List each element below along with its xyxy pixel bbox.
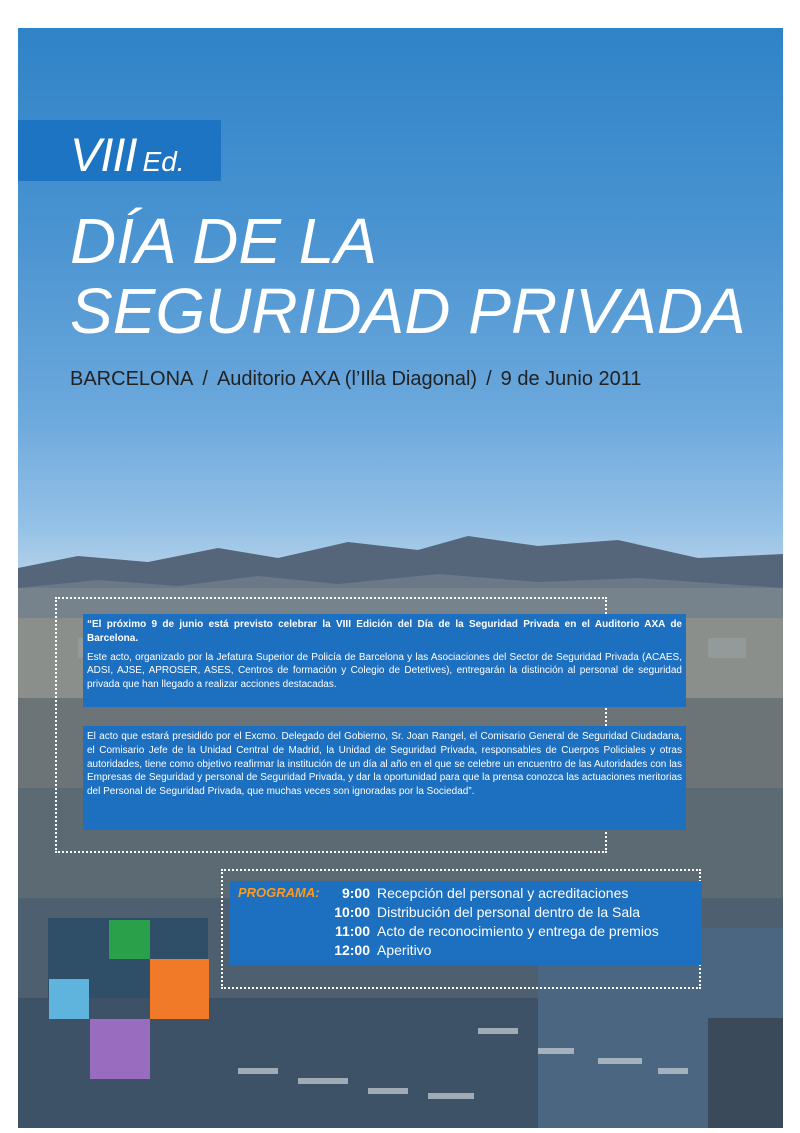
edition-label [70, 127, 185, 182]
separator: / [202, 368, 208, 390]
intro-lead: “El próximo 9 de junio está previsto celebrar la VIII Edición del Día de la Seguridad Privada en el Auditorio AXA de Barcelona. [87, 619, 682, 644]
edition-number: VIII [70, 128, 137, 181]
details-box [83, 726, 686, 830]
programa-time: 11:00 [334, 923, 370, 939]
orange-square-decoration [150, 959, 209, 1019]
details-paragraph: El acto que estará presidido por el Excmo. Delegado del Gobierno, Sr. Joan Rangel, el Comisario General de Seguridad Ciudadana, el Comisario Jefe de la Unidad Central de Madrid, la Unidad de Seguridad Privada, responsables de Cuerpos Policiales y otras autoridades, tiene como objetivo reafirmar la institución de un día al año en el que se celebre un encuentro de las Autoridades con las Empresas de Seguridad y personal de Seguridad Privada, y dar la oportunidad para que la prensa conozca las actuaciones meritorias del Personal de Seguridad Privada, que muchas veces son ignoradas por la Sociedad”. [87, 731, 682, 798]
programa-item [318, 904, 640, 923]
programa-time: 12:00 [334, 942, 370, 958]
intro-box [83, 614, 686, 707]
programa-item [318, 885, 628, 904]
page-title [70, 206, 746, 346]
programa-desc: Distribución del personal dentro de la Sala [377, 904, 641, 920]
programa-item [318, 923, 659, 942]
programa-desc: Acto de reconocimiento y entrega de premios [377, 923, 659, 939]
event-city: BARCELONA [70, 368, 194, 390]
programa-box [230, 881, 702, 965]
purple-square-decoration [90, 1019, 150, 1079]
separator: / [486, 368, 492, 390]
title-line-2: SEGURIDAD PRIVADA [70, 275, 746, 347]
event-info [70, 368, 642, 391]
green-square-decoration [109, 920, 150, 959]
cyan-square-decoration [49, 979, 89, 1019]
event-venue: Auditorio AXA (l’Illa Diagonal) [216, 368, 478, 390]
event-date: 9 de Junio 2011 [500, 368, 642, 390]
edition-suffix: Ed. [142, 146, 185, 177]
title-line-1: DÍA DE LA [70, 205, 378, 277]
programa-label: PROGRAMA: [238, 885, 320, 900]
programa-time: 9:00 [341, 885, 370, 901]
programa-desc: Aperitivo [377, 942, 432, 958]
programa-desc: Recepción del personal y acreditaciones [377, 885, 629, 901]
intro-paragraph: Este acto, organizado por la Jefatura Superior de Policía de Barcelona y las Asociaciones del Sector de Seguridad Privada (ACAES, ADSI, AJSE, APROSER, ASES, Centros de formación y Colegio de Detetives), entregarán la distinción al personal de seguridad privada que han llegado a realizar acciones destacadas. [87, 651, 682, 691]
programa-time: 10:00 [334, 904, 370, 920]
programa-item [318, 942, 431, 961]
